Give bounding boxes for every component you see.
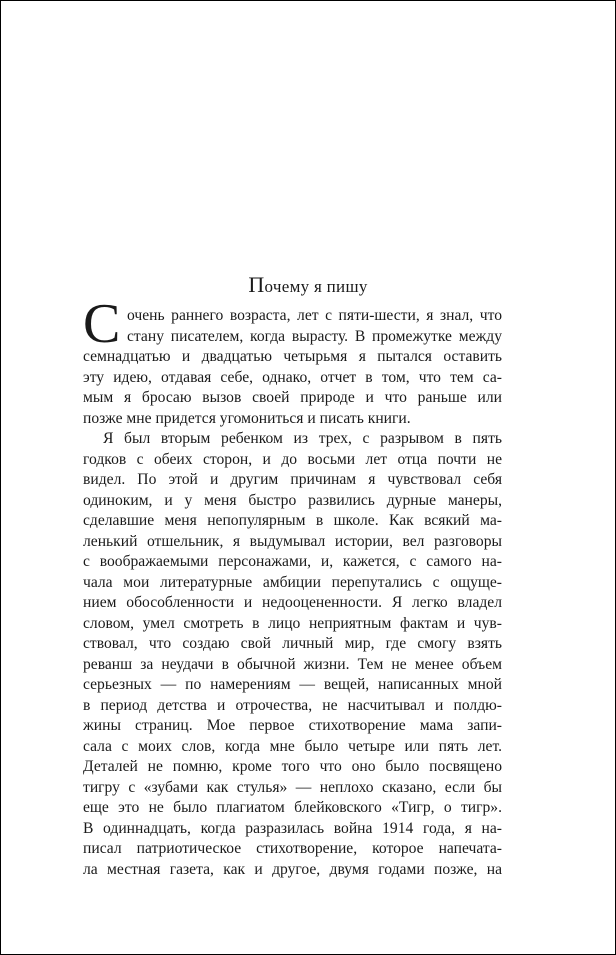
paragraph-2-line-8: чала мои литературные амбиции перепутались с ощуще- (83, 573, 502, 591)
paragraph-2-line-4: одиноким, и у меня быстро развились дурные манеры, (83, 491, 502, 509)
paragraph-2-line-11: ствовал, что создаю свой личный мир, где смогу взять (83, 635, 502, 652)
paragraph-1-line-4: эту идею, отдавая себе, однако, отчет в том, что тем са- (83, 368, 502, 386)
paragraph-2-line-3: видел. По этой и другим причинам я чувствовал себя (83, 471, 502, 488)
paragraph-2-line-17: Деталей не помню, кроме того что оно было посвящено (83, 758, 502, 775)
paragraph-1-line-5: мым я бросаю вызов своей природе и что раньше или (83, 389, 502, 406)
paragraph-2-line-14: в период детства и отрочества, не насчитывал и полдю- (83, 696, 502, 714)
paragraph-2-line-21: писал патриотическое стихотворение, которое напечата- (83, 840, 502, 857)
paragraph-1-line-2: стану писателем, когда вырасту. В промежутке между (127, 327, 502, 345)
paragraph-2-line-15: жины страниц. Мое первое стихотворение мама запи- (83, 717, 502, 734)
paragraph-2-line-6: ленький отшельник, я выдумывал истории, вел разговоры (83, 532, 502, 550)
paragraph-2-line-22: ла местная газета, как и другое, двумя годами позже, на (83, 860, 502, 878)
paragraph-2-line-2: годков с обеих сторон, и до восьми лет отца почти не (83, 450, 502, 468)
paragraph-2-line-16: сала с моих слов, когда мне было четыре или пять лет. (83, 737, 502, 755)
drop-cap-letter: С (83, 293, 121, 355)
paragraph-2-line-19: еще это не было плагиатом блейковского «Тигр, о тигр». (83, 799, 502, 816)
body-text (83, 306, 502, 880)
paragraph-1-line-6: позже мне придется угомониться и писать книги. (83, 409, 411, 427)
paragraph-1-line-1: очень раннего возраста, лет с пяти-шести, я знал, что (127, 307, 502, 324)
paragraph-1-line-3: семнадцатью и двадцатью четырьмя я пытался оставить (83, 348, 502, 365)
paragraph-2-line-20: В одиннадцать, когда разразилась война 1914 года, я на- (83, 819, 502, 837)
paragraph-2-line-12: реванш за неудачи в обычной жизни. Тем не менее объем (83, 655, 502, 673)
paragraph-2-line-9: нием обособленности и недооцененности. Я легко владел (83, 594, 502, 611)
paragraph-2-line-13: серьезных — по намерениям — вещей, написанных мной (83, 676, 502, 693)
paragraph-2-line-18: тигру с «зубами как стулья» — неплохо сказано, если бы (83, 778, 502, 796)
chapter-title-rest: очему я пишу (264, 277, 368, 296)
paragraph-2-line-10: словом, умел смотреть в лицо неприятным фактам и чув- (83, 614, 502, 632)
paragraph-2-line-7: с воображаемыми персонажами, и, кажется, с самого на- (83, 553, 502, 570)
paragraph-2-line-1: Я был вторым ребенком из трех, с разрывом в пять (103, 430, 502, 447)
chapter-title-initial: П (248, 272, 265, 297)
paragraph-2-line-5: сделавшие меня непопулярным в школе. Как всякий ма- (83, 512, 502, 529)
